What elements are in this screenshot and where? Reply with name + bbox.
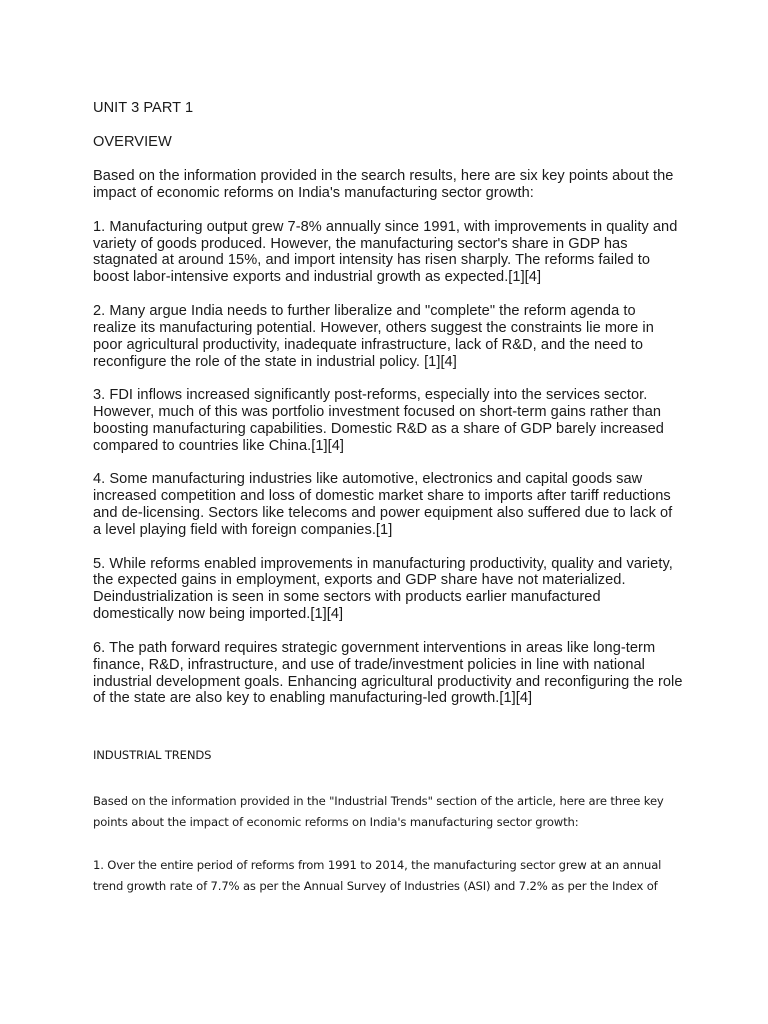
overview-point-5: 5. While reforms enabled improvements in manufacturing productivity, quality and variety, the expected gains in employment, exports and GDP share have not materialized. Deindustrialization is seen in some sectors with products earlier manufactured domestically now being imported.[1][4] (93, 555, 673, 623)
unit-title: UNIT 3 PART 1 (93, 100, 194, 116)
overview-heading: OVERVIEW (93, 133, 172, 150)
overview-intro-paragraph: Based on the information provided in the search results, here are six key points about the impact of economic reforms on India's manufacturing sector growth: (93, 167, 674, 201)
overview-points-list (93, 219, 683, 708)
industrial-trends-intro-paragraph: Based on the information provided in the "Industrial Trends" section of the article, here are three key points about the impact of economic reforms on India's manufacturing sector growth: (93, 794, 664, 830)
overview-point-2: 2. Many argue India needs to further liberalize and "complete" the reform agenda to realize its manufacturing potential. However, others suggest the constraints lie more in poor agricultural productivity, inadequate infrastructure, lack of R&D, and the need to reconfigure the role of the state in industrial policy. [1][4] (93, 302, 654, 370)
overview-point-1: 1. Manufacturing output grew 7-8% annually since 1991, with improvements in quality and variety of goods produced. However, the manufacturing sector's share in GDP has stagnated at around 15%, and import intensity has risen sharply. The reforms failed to boost labor-intensive exports and industrial growth as expected.[1][4] (93, 218, 678, 286)
industrial-trends-heading: INDUSTRIAL TRENDS (93, 748, 212, 763)
overview-point-6: 6. The path forward requires strategic government interventions in areas like long-term finance, R&D, infrastructure, and use of trade/investment policies in line with national industrial development goals. Enhancing agricultural productivity and reconfiguring the role of the state are also key to enabling manufacturing-led growth.[1][4] (93, 639, 683, 707)
document-page (93, 100, 683, 897)
overview-point-3: 3. FDI inflows increased significantly post-reforms, especially into the services sector. However, much of this was portfolio investment focused on short-term gains rather than boosting manufacturing capabilities. Domestic R&D as a share of GDP barely increased compared to countries like China.[1][4] (93, 387, 664, 454)
overview-point-4: 4. Some manufacturing industries like automotive, electronics and capital goods saw increased competition and loss of domestic market share to imports after tariff reductions and de-licensing. Sectors like telecoms and power equipment also suffered due to lack of a level playing field with foreign companies.[1] (93, 471, 673, 538)
industrial-trends-point-1: 1. Over the entire period of reforms from 1991 to 2014, the manufacturing sector grew at an annual trend growth rate of 7.7% as per the Annual Survey of Industries (ASI) and 7.2% as per the Index of (93, 858, 662, 894)
